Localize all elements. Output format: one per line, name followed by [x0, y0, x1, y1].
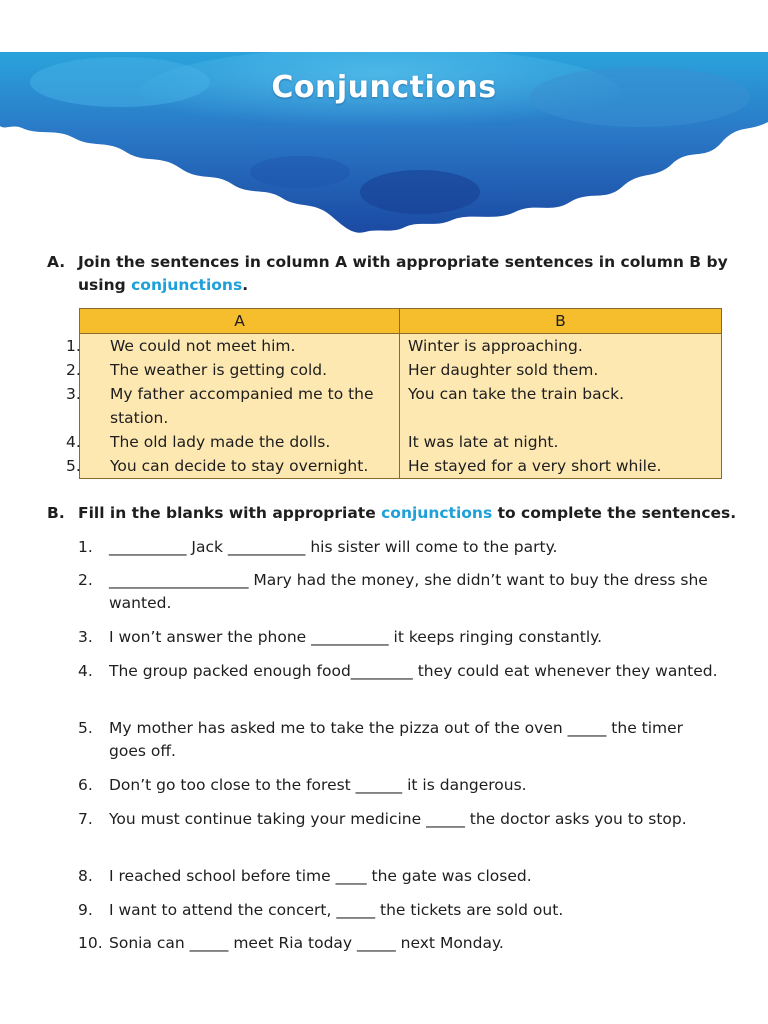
item-sentence: I reached school before time ____ the gate was closed.: [109, 867, 532, 885]
item-number: 8.: [78, 867, 93, 885]
item-sentence: I want to attend the concert, _____ the tickets are sold out.: [109, 901, 564, 919]
item-number: 2.: [78, 571, 93, 589]
instruction-text: Join the sentences in column A with appropriate sentences in column B by using: [78, 253, 728, 294]
column-a-cell: [66, 454, 400, 479]
item-number: 7.: [78, 810, 93, 828]
sentence-text: The old lady made the dolls.: [110, 433, 331, 451]
column-b-cell: It was late at night.: [400, 430, 722, 454]
sentence-text: My father accompanied me to the station.: [110, 385, 374, 427]
column-b-cell: Her daughter sold them.: [400, 358, 722, 382]
section-b-instruction: [47, 502, 737, 525]
table-row: [80, 382, 722, 430]
instruction-text: Fill in the blanks with appropriate: [78, 504, 382, 522]
item-number: 5.: [78, 719, 93, 737]
exercise-item: [78, 717, 718, 763]
exercise-item: [78, 808, 718, 831]
column-a-header: A: [80, 309, 400, 334]
sentence-text: We could not meet him.: [110, 337, 296, 355]
item-sentence: My mother has asked me to take the pizza out of the oven _____ the timer goes off.: [109, 719, 684, 760]
item-sentence: Sonia can _____ meet Ria today _____ next Monday.: [109, 934, 504, 952]
item-number: 1.: [78, 538, 93, 556]
exercise-item: [78, 536, 718, 559]
row-number: 5.: [66, 457, 81, 475]
item-sentence: You must continue taking your medicine _____ the doctor asks you to stop.: [109, 810, 687, 828]
exercise-item: [78, 774, 718, 797]
section-b-letter: B.: [47, 504, 65, 522]
table-row: [80, 358, 722, 382]
item-sentence: Don’t go too close to the forest ______ it is dangerous.: [109, 776, 527, 794]
item-number: 10.: [78, 934, 103, 952]
exercise-item: [78, 660, 718, 683]
column-a-sentence: [66, 454, 393, 478]
exercise-item: [78, 899, 718, 922]
item-sentence: The group packed enough food________ they could eat whenever they wanted.: [109, 662, 718, 680]
item-sentence: I won’t answer the phone __________ it keeps ringing constantly.: [109, 628, 603, 646]
item-sentence: __________ Jack __________ his sister will come to the party.: [109, 538, 558, 556]
exercise-item: [78, 932, 718, 955]
instruction-end: .: [242, 276, 249, 294]
row-number: 3.: [66, 385, 81, 403]
matching-table: [66, 308, 722, 479]
item-number: 4.: [78, 662, 93, 680]
exercise-item: [78, 865, 718, 888]
section-a-letter: A.: [47, 253, 66, 271]
exercise-item: [78, 626, 718, 649]
table-row: [80, 430, 722, 454]
item-sentence: __________________ Mary had the money, she didn’t want to buy the dress she wanted.: [109, 571, 708, 612]
item-number: 9.: [78, 901, 93, 919]
page-title: Conjunctions: [271, 70, 497, 105]
exercise-item: [78, 569, 718, 615]
table-row: [80, 454, 722, 479]
row-number: 4.: [66, 433, 81, 451]
column-b-cell: He stayed for a very short while.: [400, 454, 722, 479]
column-a-sentence: [66, 430, 393, 454]
column-b-header: B: [400, 309, 722, 334]
row-number: 2.: [66, 361, 81, 379]
column-a-sentence: [66, 358, 393, 382]
item-number: 3.: [78, 628, 93, 646]
column-b-cell: You can take the train back.: [400, 382, 722, 430]
instruction-end: to complete the sentences.: [492, 504, 737, 522]
conjunctions-highlight: conjunctions: [131, 276, 243, 294]
column-a-sentence: [66, 334, 393, 358]
item-number: 6.: [78, 776, 93, 794]
column-a-cell: [66, 382, 400, 430]
section-a-instruction: [47, 251, 737, 297]
conjunctions-highlight: conjunctions: [381, 504, 493, 522]
column-a-sentence: [66, 382, 393, 430]
column-b-cell: Winter is approaching.: [400, 334, 722, 359]
column-a-cell: [66, 430, 400, 454]
column-a-cell: [66, 358, 400, 382]
table-row: [80, 334, 722, 359]
sentence-text: The weather is getting cold.: [110, 361, 328, 379]
row-number: 1.: [66, 337, 81, 355]
column-a-cell: [66, 334, 400, 359]
sentence-text: You can decide to stay overnight.: [110, 457, 369, 475]
